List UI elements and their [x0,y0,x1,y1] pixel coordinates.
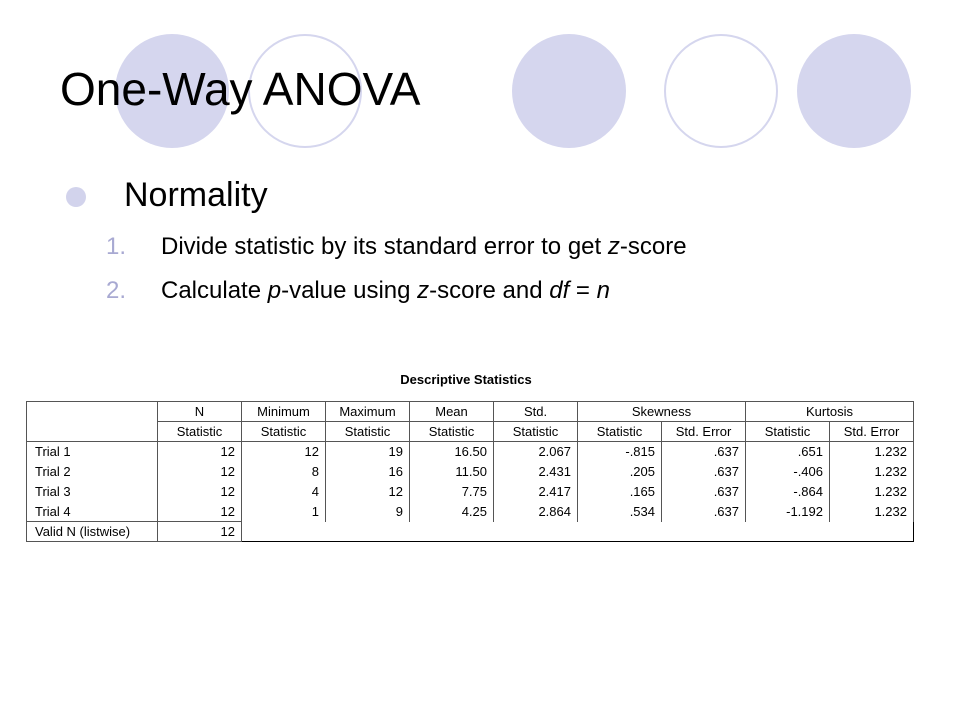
column-header: Maximum [326,402,410,422]
empty-cell [746,522,830,542]
table-cell: 8 [242,462,326,482]
table-cell: 1.232 [830,442,914,462]
table-cell: 16 [326,462,410,482]
column-subheader: Std. Error [662,422,746,442]
table-cell: 12 [158,442,242,462]
row-label: Trial 2 [27,462,158,482]
table-cell: .165 [578,482,662,502]
column-subheader: Statistic [410,422,494,442]
table-cell: 12 [242,442,326,462]
column-subheader: Statistic [242,422,326,442]
step-2 [106,277,610,305]
table-cell: 9 [326,502,410,522]
table-cell: 1 [242,502,326,522]
table-cell: 16.50 [410,442,494,462]
step-number: 1. [106,233,127,260]
column-header: Minimum [242,402,326,422]
column-subheader: Statistic [158,422,242,442]
table-cell: 19 [326,442,410,462]
table-cell: .637 [662,502,746,522]
step-text-part: = [569,277,597,304]
table-cell: 4 [242,482,326,502]
table-cell: 2.417 [494,482,578,502]
step-text [161,233,687,260]
empty-cell [662,522,746,542]
empty-cell [830,522,914,542]
table-cell: 1.232 [830,482,914,502]
italic-variable: n [596,277,610,304]
italic-variable: df [549,277,570,304]
column-subheader: Statistic [578,422,662,442]
italic-variable: p [267,277,282,304]
table-body [27,402,914,542]
table-cell: -.815 [578,442,662,462]
column-header: Skewness [578,402,746,422]
italic-variable: z [607,233,620,260]
step-text [161,277,610,304]
table-cell: -.864 [746,482,830,502]
table-cell: 2.431 [494,462,578,482]
table-cell: 7.75 [410,482,494,502]
empty-cell [410,522,494,542]
bullet-dot-icon [66,187,86,207]
column-header: N [158,402,242,422]
table-caption: Descriptive Statistics [400,372,532,387]
table-cell: 2.067 [494,442,578,462]
table-cell: 12 [158,522,242,542]
step-text-part: -value using [281,277,418,304]
step-1 [106,233,687,261]
step-number: 2. [106,277,127,304]
table-cell: 1.232 [830,462,914,482]
column-subheader: Statistic [746,422,830,442]
column-header: Kurtosis [746,402,914,422]
decor-circle-3 [512,34,626,148]
table-cell: .637 [662,442,746,462]
table-cell: .637 [662,462,746,482]
table-header-row [27,402,914,422]
table-corner-cell [27,402,158,442]
table-cell: .534 [578,502,662,522]
bullet-normality: Normality [124,176,268,214]
table-cell: 12 [158,502,242,522]
decor-circle-4 [664,34,778,148]
table-subheader-row [27,422,914,442]
table-cell: 11.50 [410,462,494,482]
column-subheader: Statistic [326,422,410,442]
slide-title: One-Way ANOVA [60,63,421,115]
table-cell: .651 [746,442,830,462]
table-cell: -.406 [746,462,830,482]
empty-cell [326,522,410,542]
table-row [27,462,914,482]
table-cell: 12 [326,482,410,502]
descriptive-statistics-table [26,401,914,542]
row-label: Trial 4 [27,502,158,522]
row-label: Valid N (listwise) [27,522,158,542]
step-text-part: -score and [429,277,550,304]
row-label: Trial 1 [27,442,158,462]
column-subheader: Std. Error [830,422,914,442]
table-cell: 1.232 [830,502,914,522]
decor-circle-5 [797,34,911,148]
step-text-part: -score [619,233,687,260]
table-cell: 12 [158,482,242,502]
table-cell: -1.192 [746,502,830,522]
table-cell: 2.864 [494,502,578,522]
table-row [27,482,914,502]
italic-variable: z [417,277,430,304]
column-subheader: Statistic [494,422,578,442]
empty-cell [242,522,326,542]
table-cell: .637 [662,482,746,502]
table-cell: .205 [578,462,662,482]
column-header: Mean [410,402,494,422]
empty-cell [578,522,662,542]
empty-cell [494,522,578,542]
column-header: Std. [494,402,578,422]
table-row [27,442,914,462]
step-text-part: Calculate [161,277,268,304]
table-cell: 4.25 [410,502,494,522]
step-text-part: Divide statistic by its standard error to get [161,233,608,260]
row-label: Trial 3 [27,482,158,502]
table-row [27,502,914,522]
table-cell: 12 [158,462,242,482]
table-row [27,522,914,542]
